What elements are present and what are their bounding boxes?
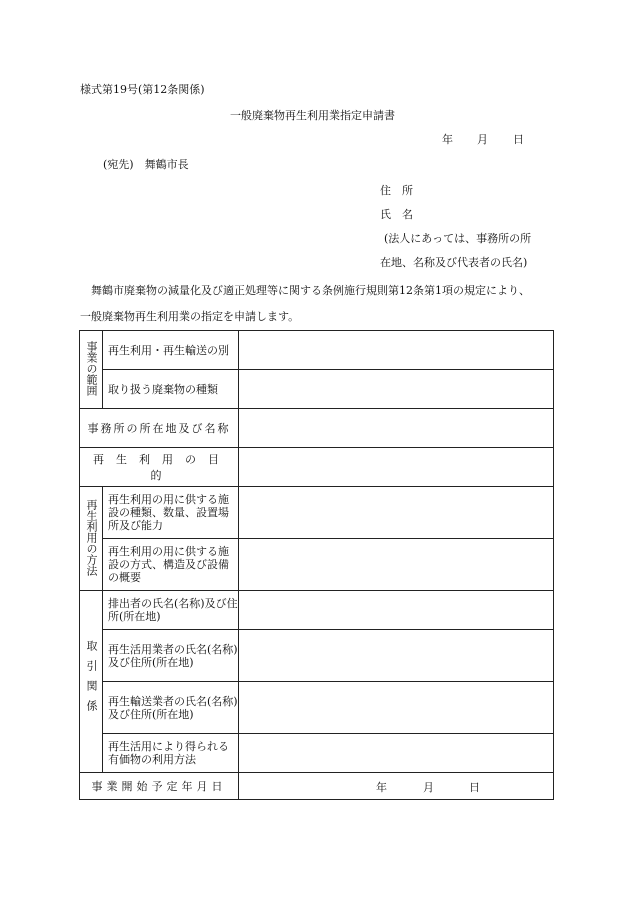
- application-table: [79, 330, 554, 800]
- date-day-label: 日: [513, 133, 524, 146]
- table-row: [80, 591, 554, 630]
- scope-type-label: 再生利用・再生輸送の別: [103, 331, 239, 370]
- table-row: [80, 487, 554, 539]
- table-row: [80, 682, 554, 734]
- start-date-field[interactable]: [239, 773, 554, 800]
- transaction-group-cell: [80, 591, 103, 773]
- transaction-group-label: 取引関係: [85, 640, 98, 720]
- transporter-label: 再生輸送業者の氏名(名称)及び住所(所在地): [103, 682, 239, 734]
- business-scope-group-label: 事業の範囲: [85, 340, 98, 396]
- office-location-field[interactable]: [239, 409, 554, 448]
- corporate-note-line1: (法人にあっては、事務所の所: [384, 232, 532, 245]
- address-label: 住 所: [380, 184, 413, 197]
- business-scope-group-cell: [80, 331, 103, 409]
- date-month-label: 月: [477, 133, 488, 146]
- method-group-label: 再生利用の方法: [85, 498, 98, 576]
- office-location-label: 事務所の所在地及び名称: [80, 409, 239, 448]
- table-row: [80, 370, 554, 409]
- body-text-line1: 舞鶴市廃棄物の減量化及び適正処理等に関する条例施行規則第12条第1項の規定により、: [91, 284, 530, 297]
- facility-type-label: 再生利用の用に供する施設の種類、数量、設置場所及び能力: [103, 487, 239, 539]
- table-row: [80, 331, 554, 370]
- table-row: [80, 734, 554, 773]
- facility-structure-label: 再生利用の用に供する施設の方式、構造及び設備の概要: [103, 539, 239, 591]
- table-row: [80, 539, 554, 591]
- transporter-field[interactable]: [239, 682, 554, 734]
- recycling-purpose-field[interactable]: [239, 448, 554, 487]
- waste-type-label: 取り扱う廃棄物の種類: [103, 370, 239, 409]
- corporate-note-line2: 在地、名称及び代表者の氏名): [380, 256, 528, 269]
- valuables-usage-field[interactable]: [239, 734, 554, 773]
- document-title: 一般廃棄物再生利用業指定申請書: [230, 109, 395, 122]
- form-number: 様式第19号(第12条関係): [80, 83, 205, 96]
- facility-type-field[interactable]: [239, 487, 554, 539]
- table-row: [80, 773, 554, 800]
- recycler-label: 再生活用業者の氏名(名称)及び住所(所在地): [103, 630, 239, 682]
- table-row: [80, 630, 554, 682]
- facility-structure-field[interactable]: [239, 539, 554, 591]
- date-year-label: 年: [442, 133, 453, 146]
- valuables-usage-label: 再生活用により得られる有価物の利用方法: [103, 734, 239, 773]
- discharger-field[interactable]: [239, 591, 554, 630]
- table-row: [80, 448, 554, 487]
- recycling-purpose-label: 再生利用の目的: [80, 448, 239, 487]
- start-date-label: 事業開始予定年月日: [80, 773, 239, 800]
- discharger-label: 排出者の氏名(名称)及び住所(所在地): [103, 591, 239, 630]
- method-group-cell: [80, 487, 103, 591]
- start-date-year: 年: [376, 781, 387, 794]
- start-date-month: 月: [423, 781, 434, 794]
- recycler-field[interactable]: [239, 630, 554, 682]
- start-date-day: 日: [469, 781, 480, 794]
- scope-type-field[interactable]: [239, 331, 554, 370]
- body-text-line2: 一般廃棄物再生利用業の指定を申請します。: [80, 310, 300, 323]
- addressee: (宛先) 舞鶴市長: [103, 158, 189, 171]
- table-row: [80, 409, 554, 448]
- name-label: 氏 名: [380, 208, 413, 221]
- waste-type-field[interactable]: [239, 370, 554, 409]
